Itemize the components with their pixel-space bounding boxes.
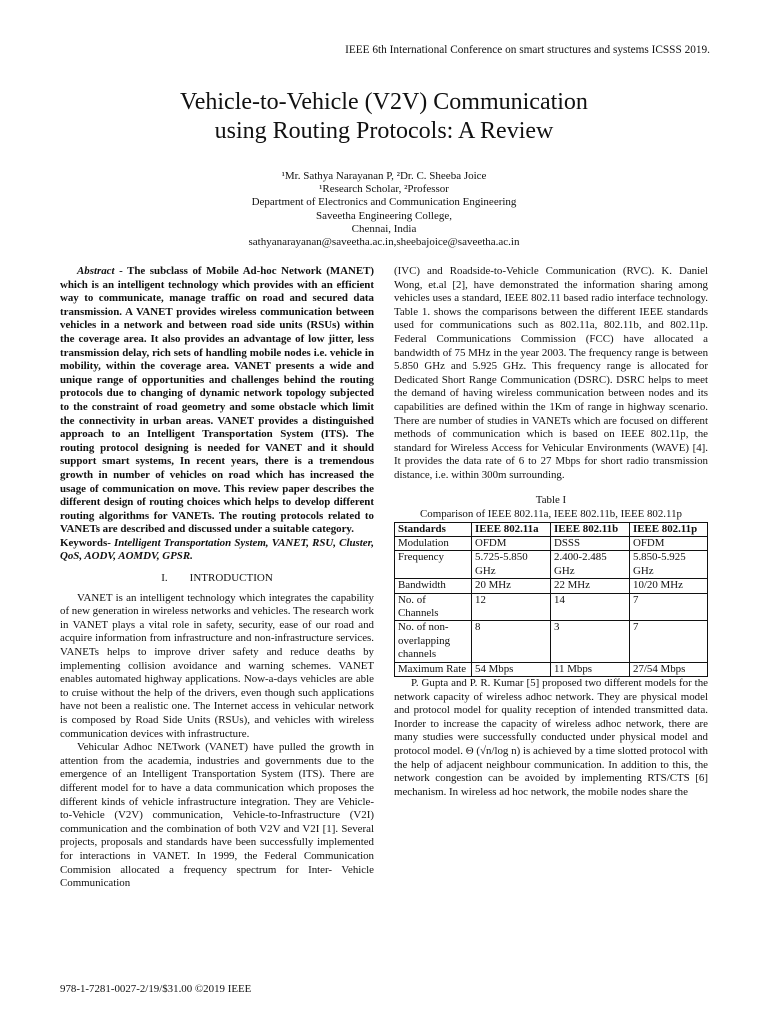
abstract xyxy=(60,265,374,537)
table-cell: 11 Mbps xyxy=(551,662,630,676)
complexity-formula: Θ (√n/log n) xyxy=(463,744,523,757)
paragraph-2-part-a: P. Gupta and P. R. Kumar [5] proposed two different models for the network capacity of wireless adhoc network. They are physical model and protocol model for quality reception of intended transmitted data. Inorder to increase the capacity of wireless adhoc network, there are many studies were successfully conducted under physical model and protocol model. xyxy=(394,676,708,757)
table-cell: OFDM xyxy=(630,536,708,550)
conference-header: IEEE 6th International Conference on smart structures and systems ICSSS 2019. xyxy=(345,44,710,56)
table-cell: 8 xyxy=(472,621,551,662)
table-cell: 22 MHz xyxy=(551,579,630,593)
table-header-cell: IEEE 802.11b xyxy=(551,522,630,536)
author-names: ¹Mr. Sathya Narayanan P, ²Dr. C. Sheeba Joice xyxy=(281,170,487,182)
table-cell: 10/20 MHz xyxy=(630,579,708,593)
left-column xyxy=(60,265,374,891)
table-cell: Bandwidth xyxy=(395,579,472,593)
table-cell: Maximum Rate xyxy=(395,662,472,676)
table-row xyxy=(395,536,708,550)
table-caption xyxy=(394,493,708,521)
table-cell: 14 xyxy=(551,593,630,621)
copyright-footer: 978-1-7281-0027-2/19/$31.00 ©2019 IEEE xyxy=(60,983,252,995)
table-cell: OFDM xyxy=(472,536,551,550)
table-cell: Modulation xyxy=(395,536,472,550)
table-cell: 7 xyxy=(630,621,708,662)
abstract-label: Abstract xyxy=(77,265,115,277)
keywords-label: Keywords- xyxy=(60,536,111,549)
right-column xyxy=(394,265,708,799)
table-row xyxy=(395,551,708,579)
table-header-row xyxy=(395,522,708,536)
table-cell: 12 xyxy=(472,593,551,621)
table-cell: 5.725-5.850 GHz xyxy=(472,551,551,579)
author-city: Chennai, India xyxy=(351,222,417,235)
table-cell: 27/54 Mbps xyxy=(630,662,708,676)
table-title: Comparison of IEEE 802.11a, IEEE 802.11b, IEEE 802.11p xyxy=(420,507,682,520)
author-block xyxy=(0,170,768,249)
table-cell: No. of non-overlapping channels xyxy=(395,621,472,662)
table-cell: 7 xyxy=(630,593,708,621)
table-header-cell: Standards xyxy=(395,522,472,536)
table-cell: 5.850-5.925 GHz xyxy=(630,551,708,579)
table-header-cell: IEEE 802.11a xyxy=(472,522,551,536)
table-cell: 20 MHz xyxy=(472,579,551,593)
comparison-table xyxy=(394,522,708,677)
table-cell: 3 xyxy=(551,621,630,662)
abstract-text: - The subclass of Mobile Ad-hoc Network (MANET) which is an intelligent technology which provides with an efficient way to communicate, manage traffic on road and secured data transmission. A VANET provides wireless communication between vehicles in a network and between road side units (RSUs) within the coverage area. It also provides an advantage of low jitter, less transmission delay, rich sets of handling mobile nodes i.e. vehicle in mobility, within the coverage area. VANET presents a wide and unique range of opportunities and challenges behind the routing protocols due to changing of dynamic network topology subjected to the constraint of road geometry and some obstacle which limit the connectivity in urban areas. VANET provides a distinguished approach to an Intelligent Transportation System (ITS). The routing protocol designing is needed for VANET and it should support smart systems, In recent years, there is a tremendous growth in number of vehicles on road which has increased the usage of communication on move. This review paper describes the different design of routing choices which helps to develop different routing algorithms for VANETs. The routing protocols related to VANETs are described and discussed under a suitable category. xyxy=(60,265,374,536)
table-row xyxy=(395,579,708,593)
paper-title xyxy=(0,88,768,146)
table-row xyxy=(395,593,708,621)
paragraph-2-part-b: is achieved by a time slotted protocol with the help of adjacent neighbour communication. In addition to this, the network congestion can be avoided by implementing RTS/CTS [6] mechanism. In wireless ad hoc network, the mobile nodes share the xyxy=(394,744,709,798)
author-roles: ¹Research Scholar, ²Professor xyxy=(319,183,449,196)
keywords-text: Intelligent Transportation System, VANET, RSU, Cluster, QoS, AODV, AOMDV, GPSR. xyxy=(60,536,374,563)
table-cell: DSSS xyxy=(551,536,630,550)
table-label: Table I xyxy=(535,493,567,506)
right-paragraph-1: (IVC) and Roadside-to-Vehicle Communication (RVC). K. Daniel Wong, et.al [2], have demonstrated the information sharing among vehicles uses a standard, IEEE 802.11 based radio interface technology. Table 1. shows the comparisons between the different IEEE standards used for communications such as 802.11a, 802.11b, and 802.11p. Federal Communications Commission (FCC) have allocated a bandwidth of 75 MHz in the year 2003. The frequency range is between 5.850 GHz and 5.925 GHz. This frequency range is allocated for Dedicated Short Range Communication (DSRC). DSRC helps to meet the demand of having wireless communication between nodes and its capabilities are defined within the 1Km of range in highway scenario. There are number of studies in VANETs which are focused on different methods of communication which is based on IEEE 802.11p, the standard for Wireless Access for Vehicular Environments (WAVE) [4]. It provides the data rate of 6 to 27 Mbps for short radio transmission distance, i.e. within 300m surrounding. xyxy=(394,265,709,481)
title-line-2: using Routing Protocols: A Review xyxy=(214,118,554,144)
table-cell: Frequency xyxy=(395,551,472,579)
table-cell: 2.400-2.485 GHz xyxy=(551,551,630,579)
intro-paragraph-2: Vehicular Adhoc NETwork (VANET) have pulled the growth in attention from the academia, industries and governments due to the emergence of an Intelligent Transportation System (ITS). There are different model for to have a data communication which proposes the different kinds of vehicle infrastructure integration. They are Vehicle-to-Vehicle (V2V) communication, Vehicle-to-Infrastructure (V2I) communication and the combination of both V2V and V2I [1]. Several projects, proposals and standards have been successfully implemented for interactions in VANET. In 1999, the Federal Communication Commision allocated a frequency spectrum for Inter- Vehicle Communication xyxy=(60,741,374,890)
title-line-1: Vehicle-to-Vehicle (V2V) Communication xyxy=(180,89,588,115)
table-cell: No. of Channels xyxy=(395,593,472,621)
section-heading xyxy=(60,572,374,586)
intro-paragraph-1: VANET is an intelligent technology which integrates the capability of new generation in wireless networks and vehicles. The research work in VANET plays a vital role in safety, security, ease of our road and acquire information from infrastructure and non-infrastructure services. VANETs helps to improve driver safety and reduce deaths by implementing collision avoidance and warning schemes. VANET enables automated highway applications. Now-a-days vehicles are able to cruise without the help of the drivers, even though such applications have not been a realistic one. The Internet access in vehicular network is composed by Road Side Units (RSUs), and vehicles with wireless communication devices with infrastructure. xyxy=(60,591,375,740)
table-header-cell: IEEE 802.11p xyxy=(630,522,708,536)
right-paragraph-2 xyxy=(394,677,708,799)
author-department: Department of Electronics and Communication Engineering xyxy=(251,196,517,209)
section-number: I. xyxy=(161,572,168,585)
table-row xyxy=(395,662,708,676)
table-cell: 54 Mbps xyxy=(472,662,551,676)
author-emails: sathyanarayanan@saveetha.ac.in,sheebajoice@saveetha.ac.in xyxy=(248,236,520,249)
author-college: Saveetha Engineering College, xyxy=(316,209,452,222)
section-title: INTRODUCTION xyxy=(189,572,273,585)
keywords xyxy=(60,537,374,564)
table-row xyxy=(395,621,708,662)
